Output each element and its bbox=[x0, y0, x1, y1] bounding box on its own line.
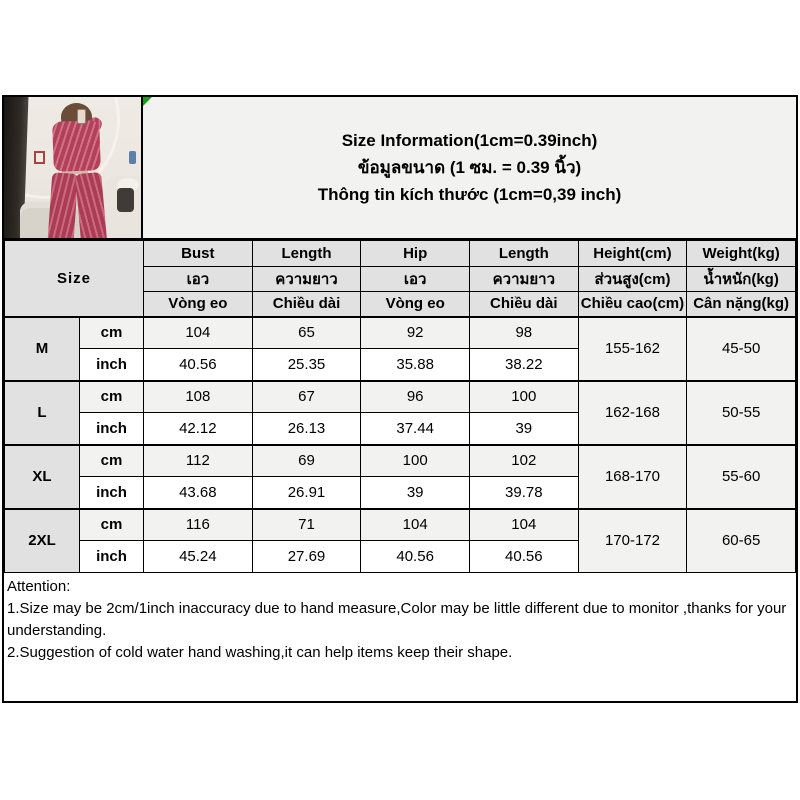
chair-dark-part bbox=[117, 188, 134, 212]
measurement-value: 116 bbox=[144, 509, 253, 541]
col-header-bust-th: เอว bbox=[144, 267, 253, 292]
col-header-length2-th: ความยาว bbox=[469, 267, 578, 292]
col-header-length2-vi: Chiều dài bbox=[469, 292, 578, 317]
measurement-value: 104 bbox=[361, 509, 470, 541]
measurement-value: 27.69 bbox=[252, 541, 361, 573]
measurement-value: 42.12 bbox=[144, 413, 253, 445]
col-header-height-en: Height(cm) bbox=[578, 241, 687, 267]
size-header-cell: Size bbox=[5, 241, 144, 317]
height-range: 155-162 bbox=[578, 317, 687, 381]
unit-label-cm: cm bbox=[80, 509, 144, 541]
col-header-bust-en: Bust bbox=[144, 241, 253, 267]
model-phone bbox=[77, 109, 86, 124]
measurement-value: 100 bbox=[469, 381, 578, 413]
size-row-label-m: M bbox=[5, 317, 80, 381]
size-row-label-2xl: 2XL bbox=[5, 509, 80, 573]
col-header-height-th: ส่วนสูง(cm) bbox=[578, 267, 687, 292]
green-corner-marker-icon bbox=[143, 97, 152, 106]
measurement-value: 35.88 bbox=[361, 349, 470, 381]
measurement-value: 71 bbox=[252, 509, 361, 541]
size-chart-sheet bbox=[2, 95, 798, 703]
measurement-value: 112 bbox=[144, 445, 253, 477]
height-range: 162-168 bbox=[578, 381, 687, 445]
measurement-value: 98 bbox=[469, 317, 578, 349]
unit-label-cm: cm bbox=[80, 445, 144, 477]
measurement-value: 100 bbox=[361, 445, 470, 477]
wall-frame-decor bbox=[34, 151, 45, 164]
size-row-label-l: L bbox=[5, 381, 80, 445]
col-header-bust-vi: Vòng eo bbox=[144, 292, 253, 317]
unit-label-inch: inch bbox=[80, 349, 144, 381]
col-header-hip-vi: Vòng eo bbox=[361, 292, 470, 317]
col-header-length2-en: Length bbox=[469, 241, 578, 267]
measurement-value: 69 bbox=[252, 445, 361, 477]
measurement-value: 104 bbox=[144, 317, 253, 349]
title-vietnamese: Thông tin kích thước (1cm=0,39 inch) bbox=[317, 185, 622, 204]
title-english: Size Information(1cm=0.39inch) bbox=[341, 131, 598, 150]
top-band bbox=[4, 97, 796, 240]
measurement-value: 39.78 bbox=[469, 477, 578, 509]
measurement-value: 102 bbox=[469, 445, 578, 477]
weight-range: 45-50 bbox=[687, 317, 796, 381]
attention-note-2: 2.Suggestion of cold water hand washing,it can help items keep their shape. bbox=[7, 644, 513, 661]
measurement-value: 40.56 bbox=[469, 541, 578, 573]
measurement-value: 67 bbox=[252, 381, 361, 413]
unit-label-inch: inch bbox=[80, 541, 144, 573]
col-header-height-vi: Chiều cao(cm) bbox=[578, 292, 687, 317]
col-header-weight-vi: Cân nặng(kg) bbox=[687, 292, 796, 317]
measurement-value: 65 bbox=[252, 317, 361, 349]
col-header-length-en: Length bbox=[252, 241, 361, 267]
unit-label-inch: inch bbox=[80, 477, 144, 509]
col-header-weight-en: Weight(kg) bbox=[687, 241, 796, 267]
model-pajama-top bbox=[52, 120, 101, 172]
title-block bbox=[143, 97, 796, 238]
attention-note-1: 1.Size may be 2cm/1inch inaccuracy due to hand measure,Color may be little different due to monitor ,thanks for your understanding. bbox=[7, 600, 787, 639]
height-range: 168-170 bbox=[578, 445, 687, 509]
size-row-label-xl: XL bbox=[5, 445, 80, 509]
col-header-hip-th: เอว bbox=[361, 267, 470, 292]
weight-range: 60-65 bbox=[687, 509, 796, 573]
measurement-value: 96 bbox=[361, 381, 470, 413]
measurement-value: 26.91 bbox=[252, 477, 361, 509]
measurement-value: 40.56 bbox=[144, 349, 253, 381]
weight-range: 55-60 bbox=[687, 445, 796, 509]
model-pajama-leg-right bbox=[75, 172, 107, 238]
measurement-value: 104 bbox=[469, 509, 578, 541]
height-range: 170-172 bbox=[578, 509, 687, 573]
measurement-value: 38.22 bbox=[469, 349, 578, 381]
measurement-value: 92 bbox=[361, 317, 470, 349]
col-header-hip-en: Hip bbox=[361, 241, 470, 267]
col-header-length-th: ความยาว bbox=[252, 267, 361, 292]
model-pajama-leg-left bbox=[48, 172, 79, 238]
attention-heading: Attention: bbox=[7, 578, 71, 595]
measurement-value: 43.68 bbox=[144, 477, 253, 509]
col-header-weight-th: น้ำหนัก(kg) bbox=[687, 267, 796, 292]
product-photo bbox=[4, 97, 143, 238]
measurement-value: 45.24 bbox=[144, 541, 253, 573]
unit-label-cm: cm bbox=[80, 381, 144, 413]
measurement-value: 39 bbox=[469, 413, 578, 445]
attention-notes bbox=[4, 573, 796, 664]
measurement-value: 37.44 bbox=[361, 413, 470, 445]
col-header-length-vi: Chiều dài bbox=[252, 292, 361, 317]
unit-label-inch: inch bbox=[80, 413, 144, 445]
title-thai: ข้อมูลขนาด (1 ซม. = 0.39 นิ้ว) bbox=[357, 158, 582, 177]
measurement-value: 25.35 bbox=[252, 349, 361, 381]
size-table bbox=[4, 240, 796, 573]
measurement-value: 26.13 bbox=[252, 413, 361, 445]
weight-range: 50-55 bbox=[687, 381, 796, 445]
measurement-value: 40.56 bbox=[361, 541, 470, 573]
measurement-value: 108 bbox=[144, 381, 253, 413]
wall-item-decor bbox=[129, 151, 136, 164]
unit-label-cm: cm bbox=[80, 317, 144, 349]
measurement-value: 39 bbox=[361, 477, 470, 509]
